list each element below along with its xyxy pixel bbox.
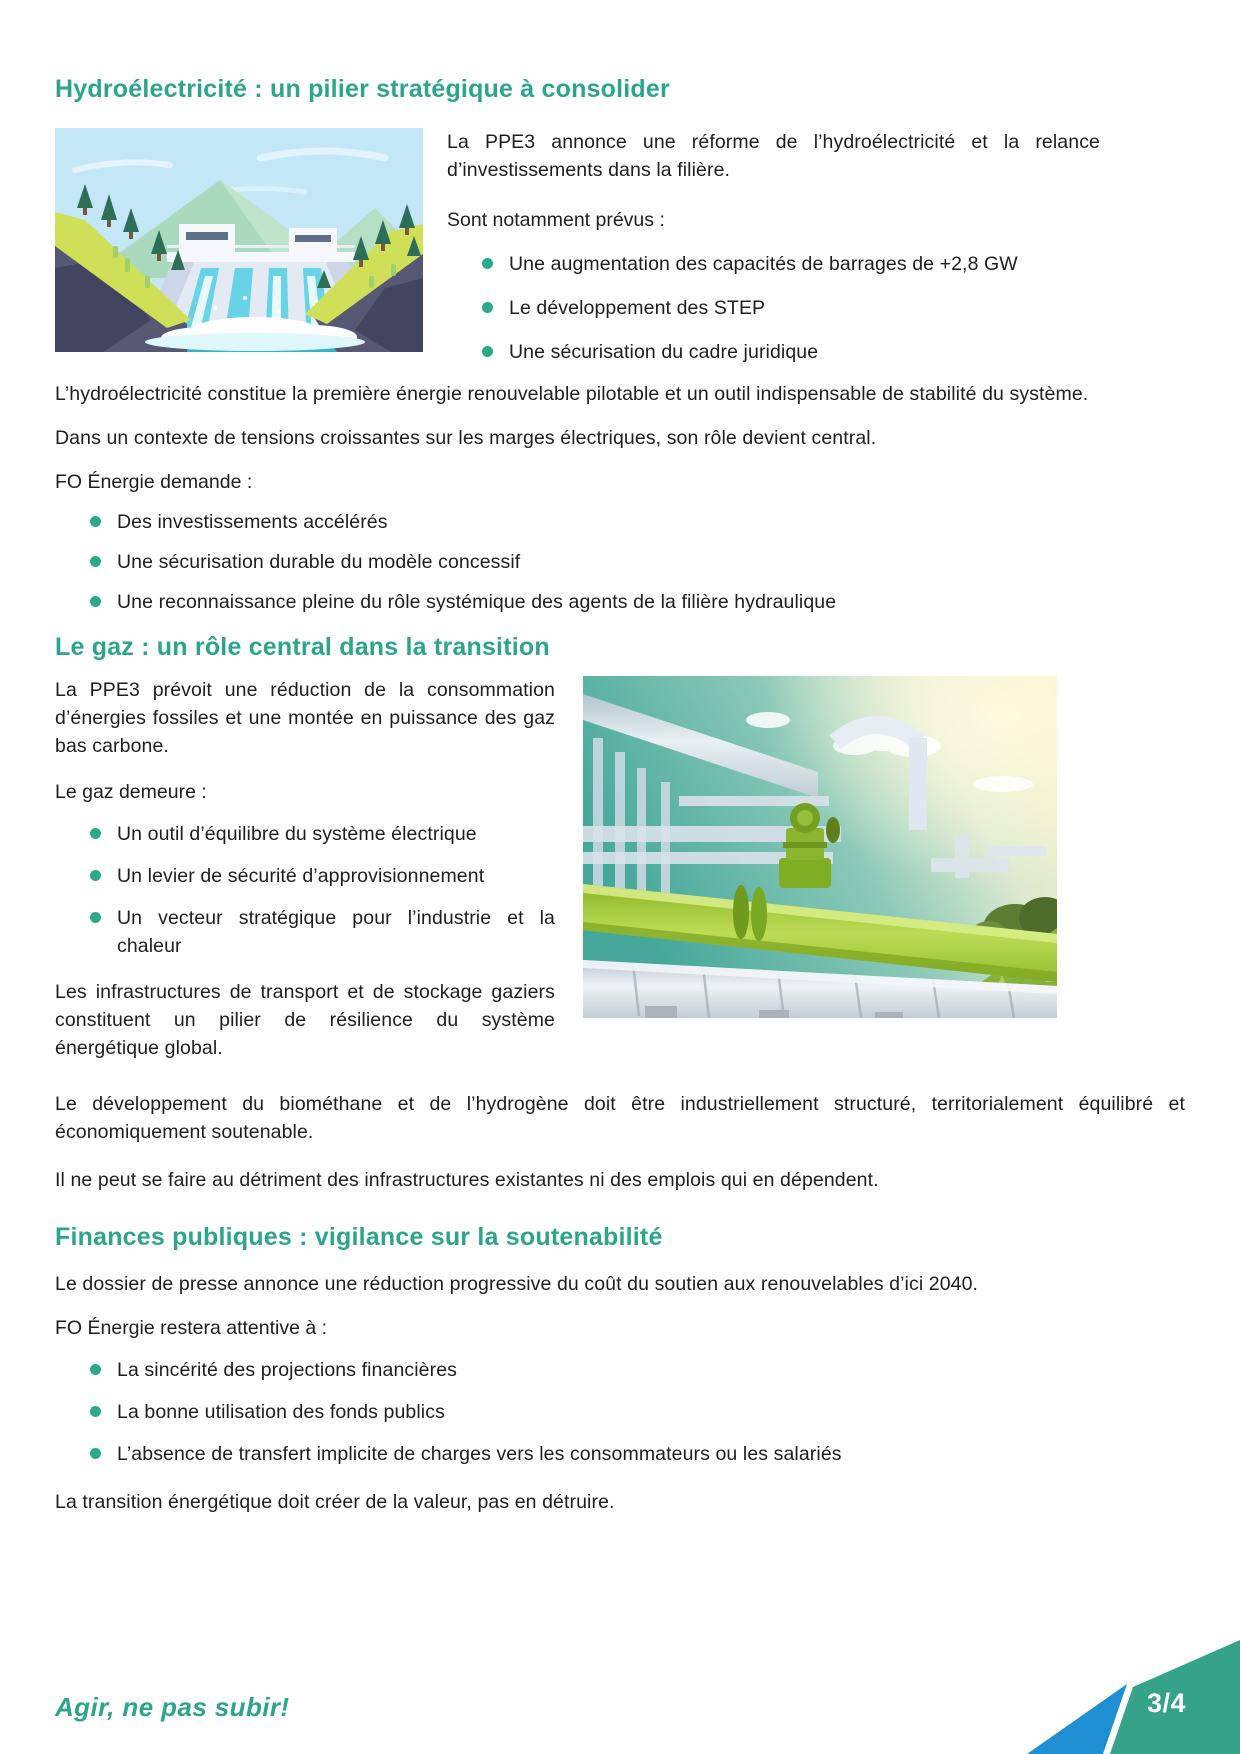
- bullet-dot-icon: [90, 516, 101, 527]
- bullet-item: [55, 820, 555, 848]
- bullet-dot-icon: [90, 912, 101, 923]
- hydro-lead-in: Sont notamment prévus :: [447, 209, 665, 231]
- bullet-item: [447, 294, 1100, 322]
- bullet-dot-icon: [90, 1448, 101, 1459]
- bullet-text: Une reconnaissance pleine du rôle systémique des agents de la filière hydraulique: [117, 591, 837, 613]
- gas-para3: Il ne peut se faire au détriment des infrastructures existantes ni des emplois qui en dépendent.: [55, 1169, 879, 1191]
- bullet-text: Un outil d’équilibre du système électrique: [117, 823, 477, 845]
- gas-pipeline-photo: [583, 676, 1057, 1018]
- bullet-item: [55, 1398, 1185, 1426]
- finances-closing: La transition énergétique doit créer de la valeur, pas en détruire.: [55, 1491, 615, 1513]
- gas-lead-in: Le gaz demeure :: [55, 781, 207, 803]
- bullet-item: [447, 250, 1100, 278]
- bullet-dot-icon: [90, 1406, 101, 1417]
- bullet-text: La bonne utilisation des fonds publics: [117, 1401, 445, 1423]
- ribbon-blue-triangle: [1027, 1684, 1127, 1754]
- bullet-dot-icon: [90, 556, 101, 567]
- bullet-dot-icon: [482, 302, 493, 313]
- footer-slogan: Agir, ne pas subir!: [55, 1692, 290, 1722]
- bullet-text: Une sécurisation du cadre juridique: [509, 341, 819, 363]
- gas-intro: La PPE3 prévoit une réduction de la consommation d’énergies fossiles et une montée en puissance des gaz bas carbone.: [55, 679, 555, 757]
- hydro-para2: Dans un contexte de tensions croissantes sur les marges électriques, son rôle devient central.: [55, 427, 877, 449]
- gas-bullet-list: [55, 820, 555, 960]
- bullet-dot-icon: [90, 828, 101, 839]
- bullet-dot-icon: [482, 346, 493, 357]
- bullet-item: [55, 548, 1185, 576]
- bullet-text: Des investissements accélérés: [117, 511, 388, 533]
- bullet-text: La sincérité des projections financières: [117, 1359, 458, 1381]
- bullet-dot-icon: [90, 1364, 101, 1375]
- bullet-text: L’absence de transfert implicite de charges vers les consommateurs ou les salariés: [117, 1443, 842, 1465]
- finances-para1: Le dossier de presse annonce une réduction progressive du coût du soutien aux renouvelables d’ici 2040.: [55, 1273, 979, 1295]
- dam-illustration: [55, 128, 423, 352]
- bullet-text: Une sécurisation durable du modèle concessif: [117, 551, 521, 573]
- bullet-text: Un levier de sécurité d’approvisionnement: [117, 865, 485, 887]
- bullet-item: [55, 862, 555, 890]
- hydro-row: [55, 128, 1185, 366]
- hydro-intro: La PPE3 annonce une réforme de l’hydroélectricité et la relance d’investissements dans la filière.: [447, 131, 1100, 181]
- bullet-text: Un vecteur stratégique pour l’industrie et la chaleur: [117, 907, 555, 957]
- hydro-demands-lead-in: FO Énergie demande :: [55, 471, 253, 493]
- bullet-item: [55, 1356, 1185, 1384]
- gas-para1: Les infrastructures de transport et de stockage gaziers constituent un pilier de résilience du système énergétique global.: [55, 981, 555, 1059]
- bullet-item: [447, 338, 1100, 366]
- bullet-item: [55, 904, 555, 960]
- page-number: 3/4: [1147, 1688, 1187, 1718]
- bullet-dot-icon: [482, 258, 493, 269]
- hydro-demands-list: [55, 508, 1185, 616]
- hydro-para1: L’hydroélectricité constitue la première énergie renouvelable pilotable et un outil indispensable de stabilité du système.: [55, 383, 1089, 405]
- bullet-dot-icon: [90, 870, 101, 881]
- hydro-text-column: [447, 128, 1185, 366]
- gas-text-column: [55, 676, 555, 1062]
- section-heading-finances: Finances publiques : vigilance sur la soutenabilité: [55, 1223, 663, 1251]
- hydro-bullet-list: [447, 250, 1100, 366]
- finances-bullet-list: [55, 1356, 1185, 1468]
- gas-para2: Le développement du biométhane et de l’hydrogène doit être industriellement structuré, territorialement équilibré et économiquement soutenable.: [55, 1093, 1185, 1143]
- bullet-text: Le développement des STEP: [509, 297, 766, 319]
- section-heading-gas: Le gaz : un rôle central dans la transition: [55, 633, 550, 661]
- section-heading-hydro: Hydroélectricité : un pilier stratégique à consolider: [55, 75, 670, 103]
- bullet-item: [55, 508, 1185, 536]
- dam-illustration-svg: [55, 128, 423, 352]
- bullet-item: [55, 1440, 1185, 1468]
- bullet-item: [55, 588, 1185, 616]
- finances-lead-in: FO Énergie restera attentive à :: [55, 1317, 328, 1339]
- bullet-text: Une augmentation des capacités de barrages de +2,8 GW: [509, 253, 1018, 275]
- gas-row: [55, 676, 1185, 1062]
- bullet-dot-icon: [90, 596, 101, 607]
- gas-pipeline-photo-svg: [583, 676, 1057, 1018]
